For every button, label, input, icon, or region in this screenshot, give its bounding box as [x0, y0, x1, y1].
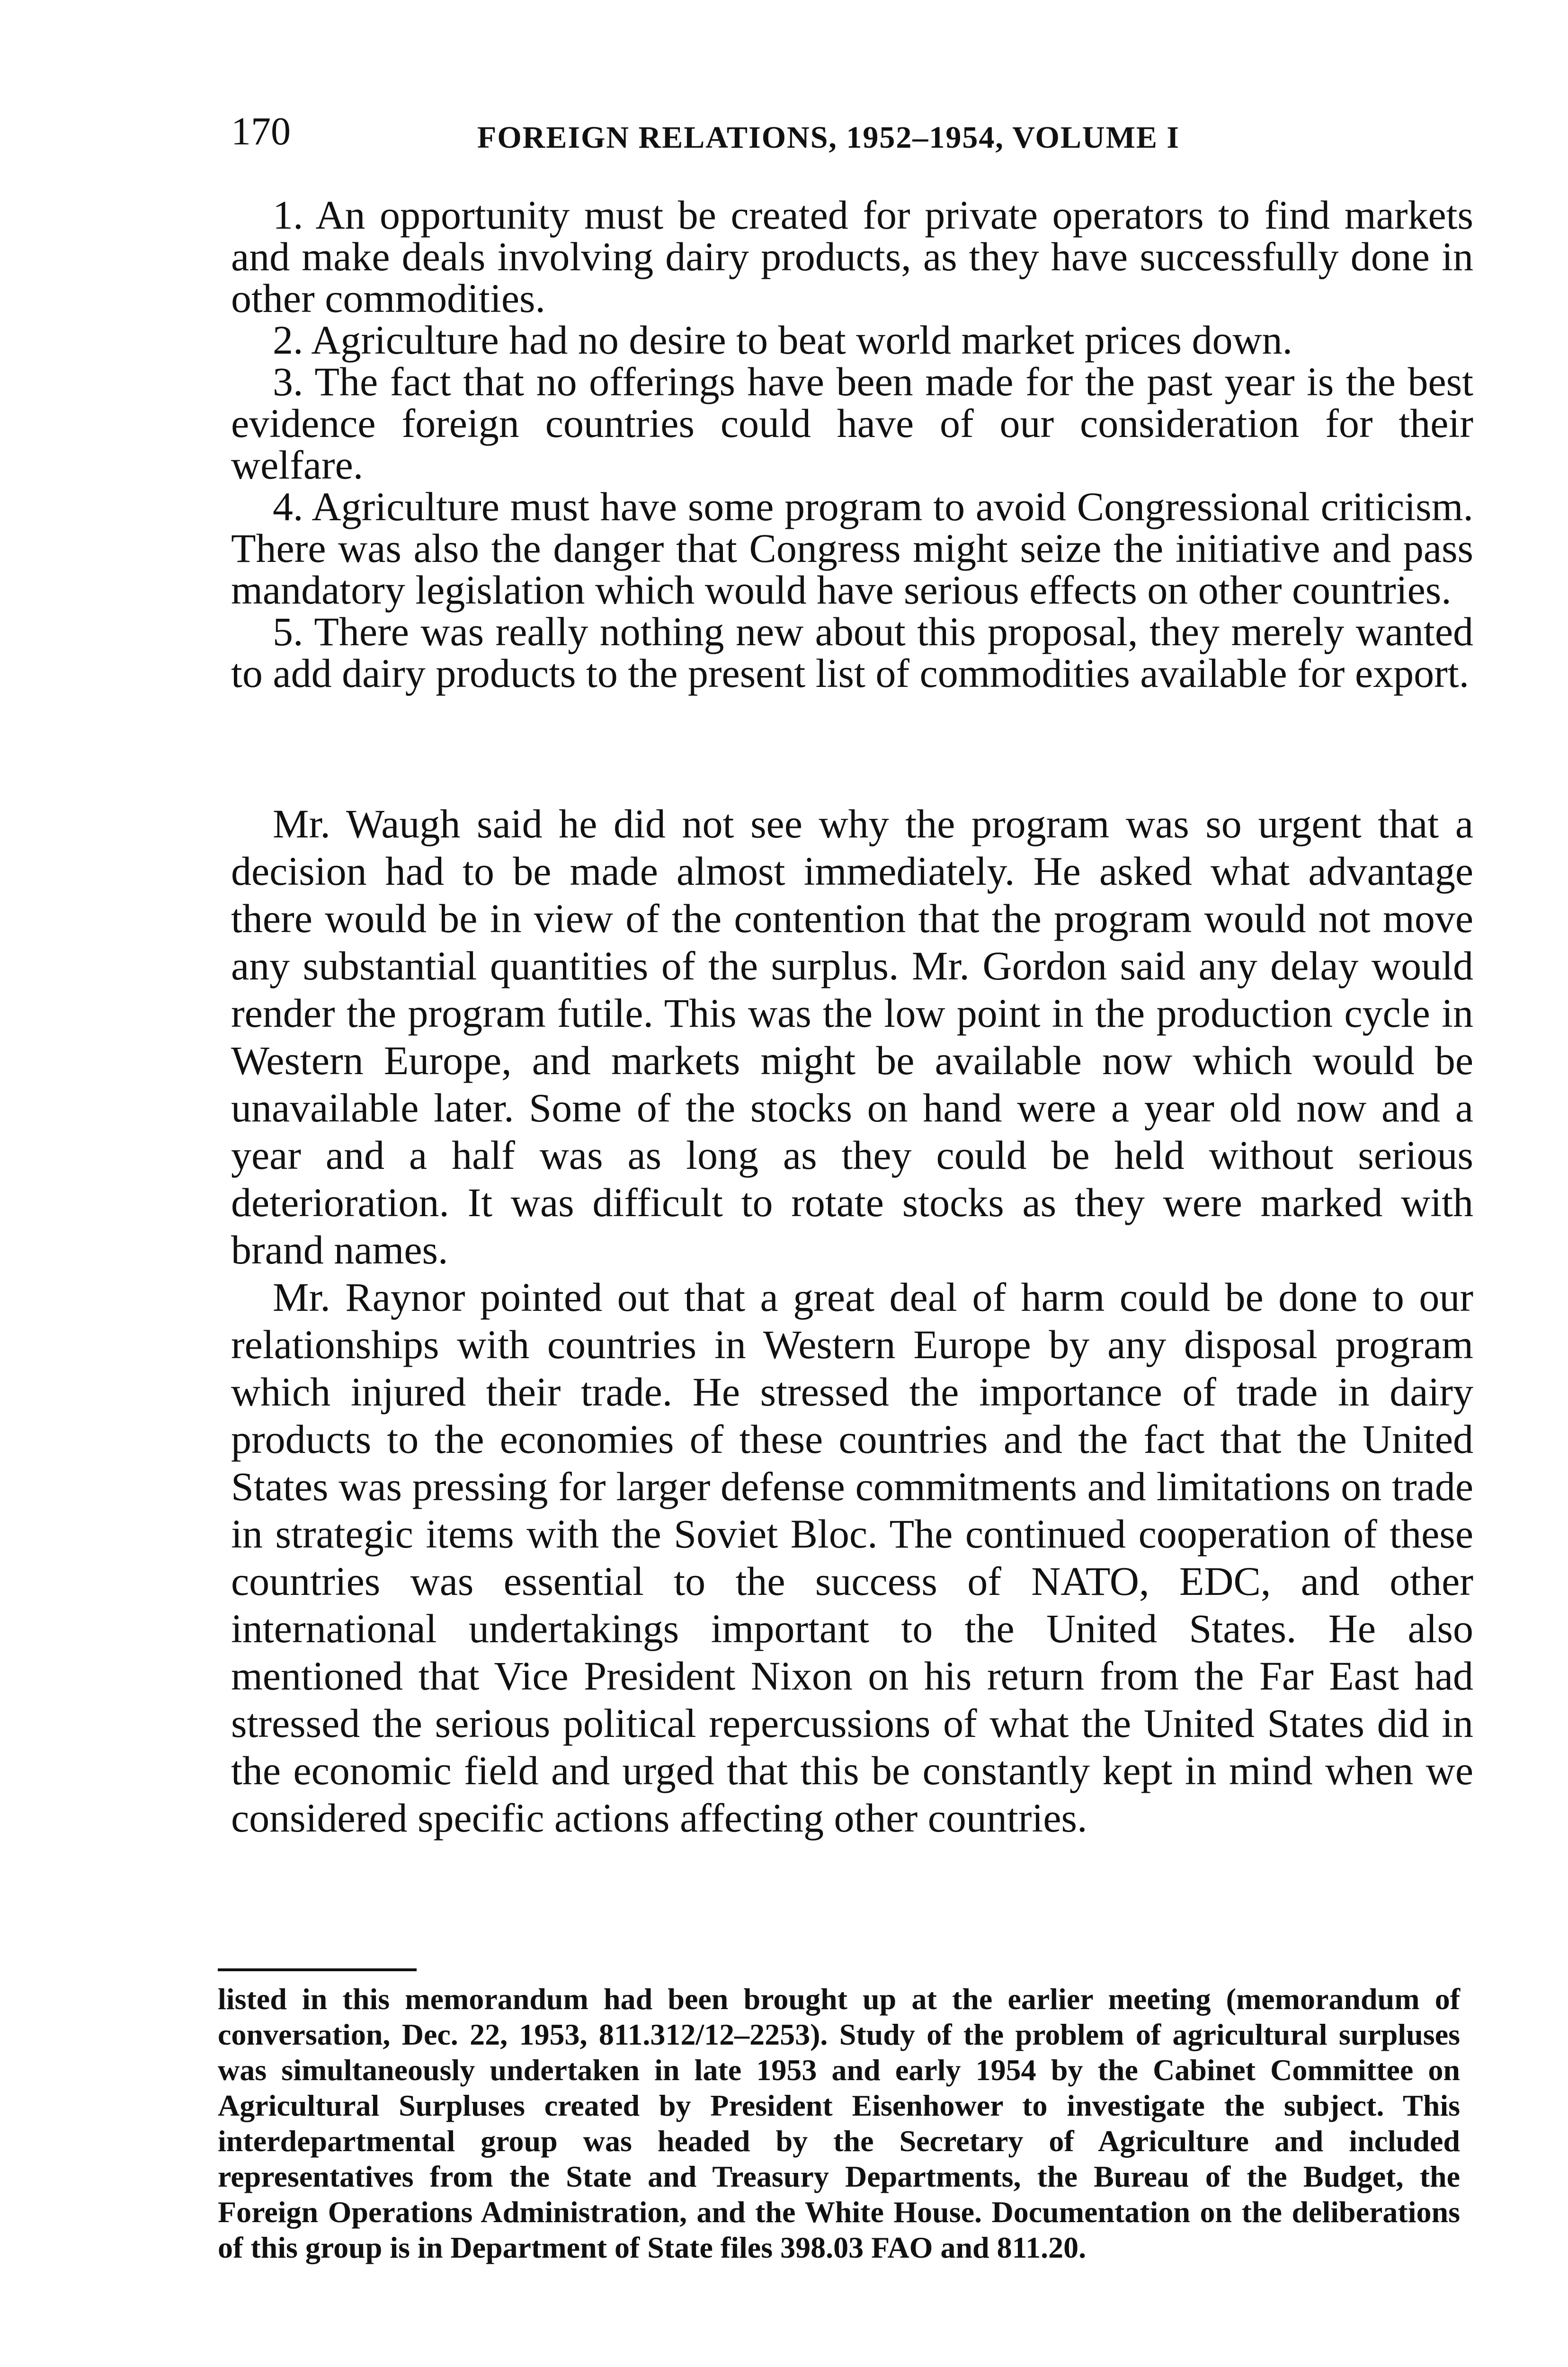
footnote [218, 1981, 1460, 2265]
running-head: FOREIGN RELATIONS, 1952–1954, VOLUME I [477, 120, 1180, 155]
list-item: 5. There was really nothing new about this proposal, they merely wanted to add dairy products to the present list of commodities available for export. [231, 609, 1473, 696]
numbered-list [231, 194, 1473, 694]
page-number: 170 [231, 109, 291, 153]
footnote-text: listed in this memorandum had been brought up at the earlier meeting (memorandum of conversation, Dec. 22, 1953, 811.312/12–2253). Study of the problem of agricultural surpluses was simultaneously undertaken in late 1953 and early 1954 by the Cabinet Committee on Agricultural Surpluses created by President Eisenhower to investigate the subject. This interdepartmental group was headed by the Secretary of Agriculture and included representatives from the State and Treasury Departments, the Bureau of the Budget, the Foreign Operations Administration, and the White House. Documentation on the deliberations of this group is in Department of State files 398.03 FAO and 811.20. [218, 1982, 1460, 2264]
list-item: 3. The fact that no offerings have been made for the past year is the best evidence foreign countries could have of our consideration for their welfare. [231, 359, 1473, 488]
page-header [231, 108, 1481, 165]
main-text [231, 800, 1473, 1842]
list-item: 1. An opportunity must be created for private operators to find markets and make deals involving dairy products, as they have successfully done in other commodities. [231, 192, 1473, 321]
paragraph: Mr. Raynor pointed out that a great deal of harm could be done to our relationships with countries in Western Europe by any disposal program which injured their trade. He stressed the importance of trade in dairy products to the economies of these countries and the fact that the United States was pressing for larger defense commitments and limitations on trade in strategic items with the Soviet Bloc. The continued cooperation of these countries was essential to the success of NATO, EDC, and other international undertakings important to the United States. He also mentioned that Vice President Nixon on his return from the Far East had stressed the serious political repercussions of what the United States did in the economic field and urged that this be constantly kept in mind when we considered specific actions affecting other countries. [231, 1274, 1473, 1841]
paragraph: Mr. Waugh said he did not see why the program was so urgent that a decision had to be made almost immediately. He asked what advantage there would be in view of the contention that the program would not move any substantial quantities of the surplus. Mr. Gordon said any delay would render the program futile. This was the low point in the production cycle in Western Europe, and markets might be available now which would be unavailable later. Some of the stocks on hand were a year old now and a year and a half was as long as they could be held without serious deterioration. It was difficult to rotate stocks as they were marked with brand names. [231, 801, 1473, 1272]
list-item: 4. Agriculture must have some program to avoid Congressional criticism. There was also the danger that Congress might seize the initiative and pass mandatory legislation which would have serious effects on other countries. [231, 484, 1473, 613]
footnote-divider [218, 1968, 417, 1971]
list-item: 2. Agriculture had no desire to beat world market prices down. [273, 317, 1293, 363]
